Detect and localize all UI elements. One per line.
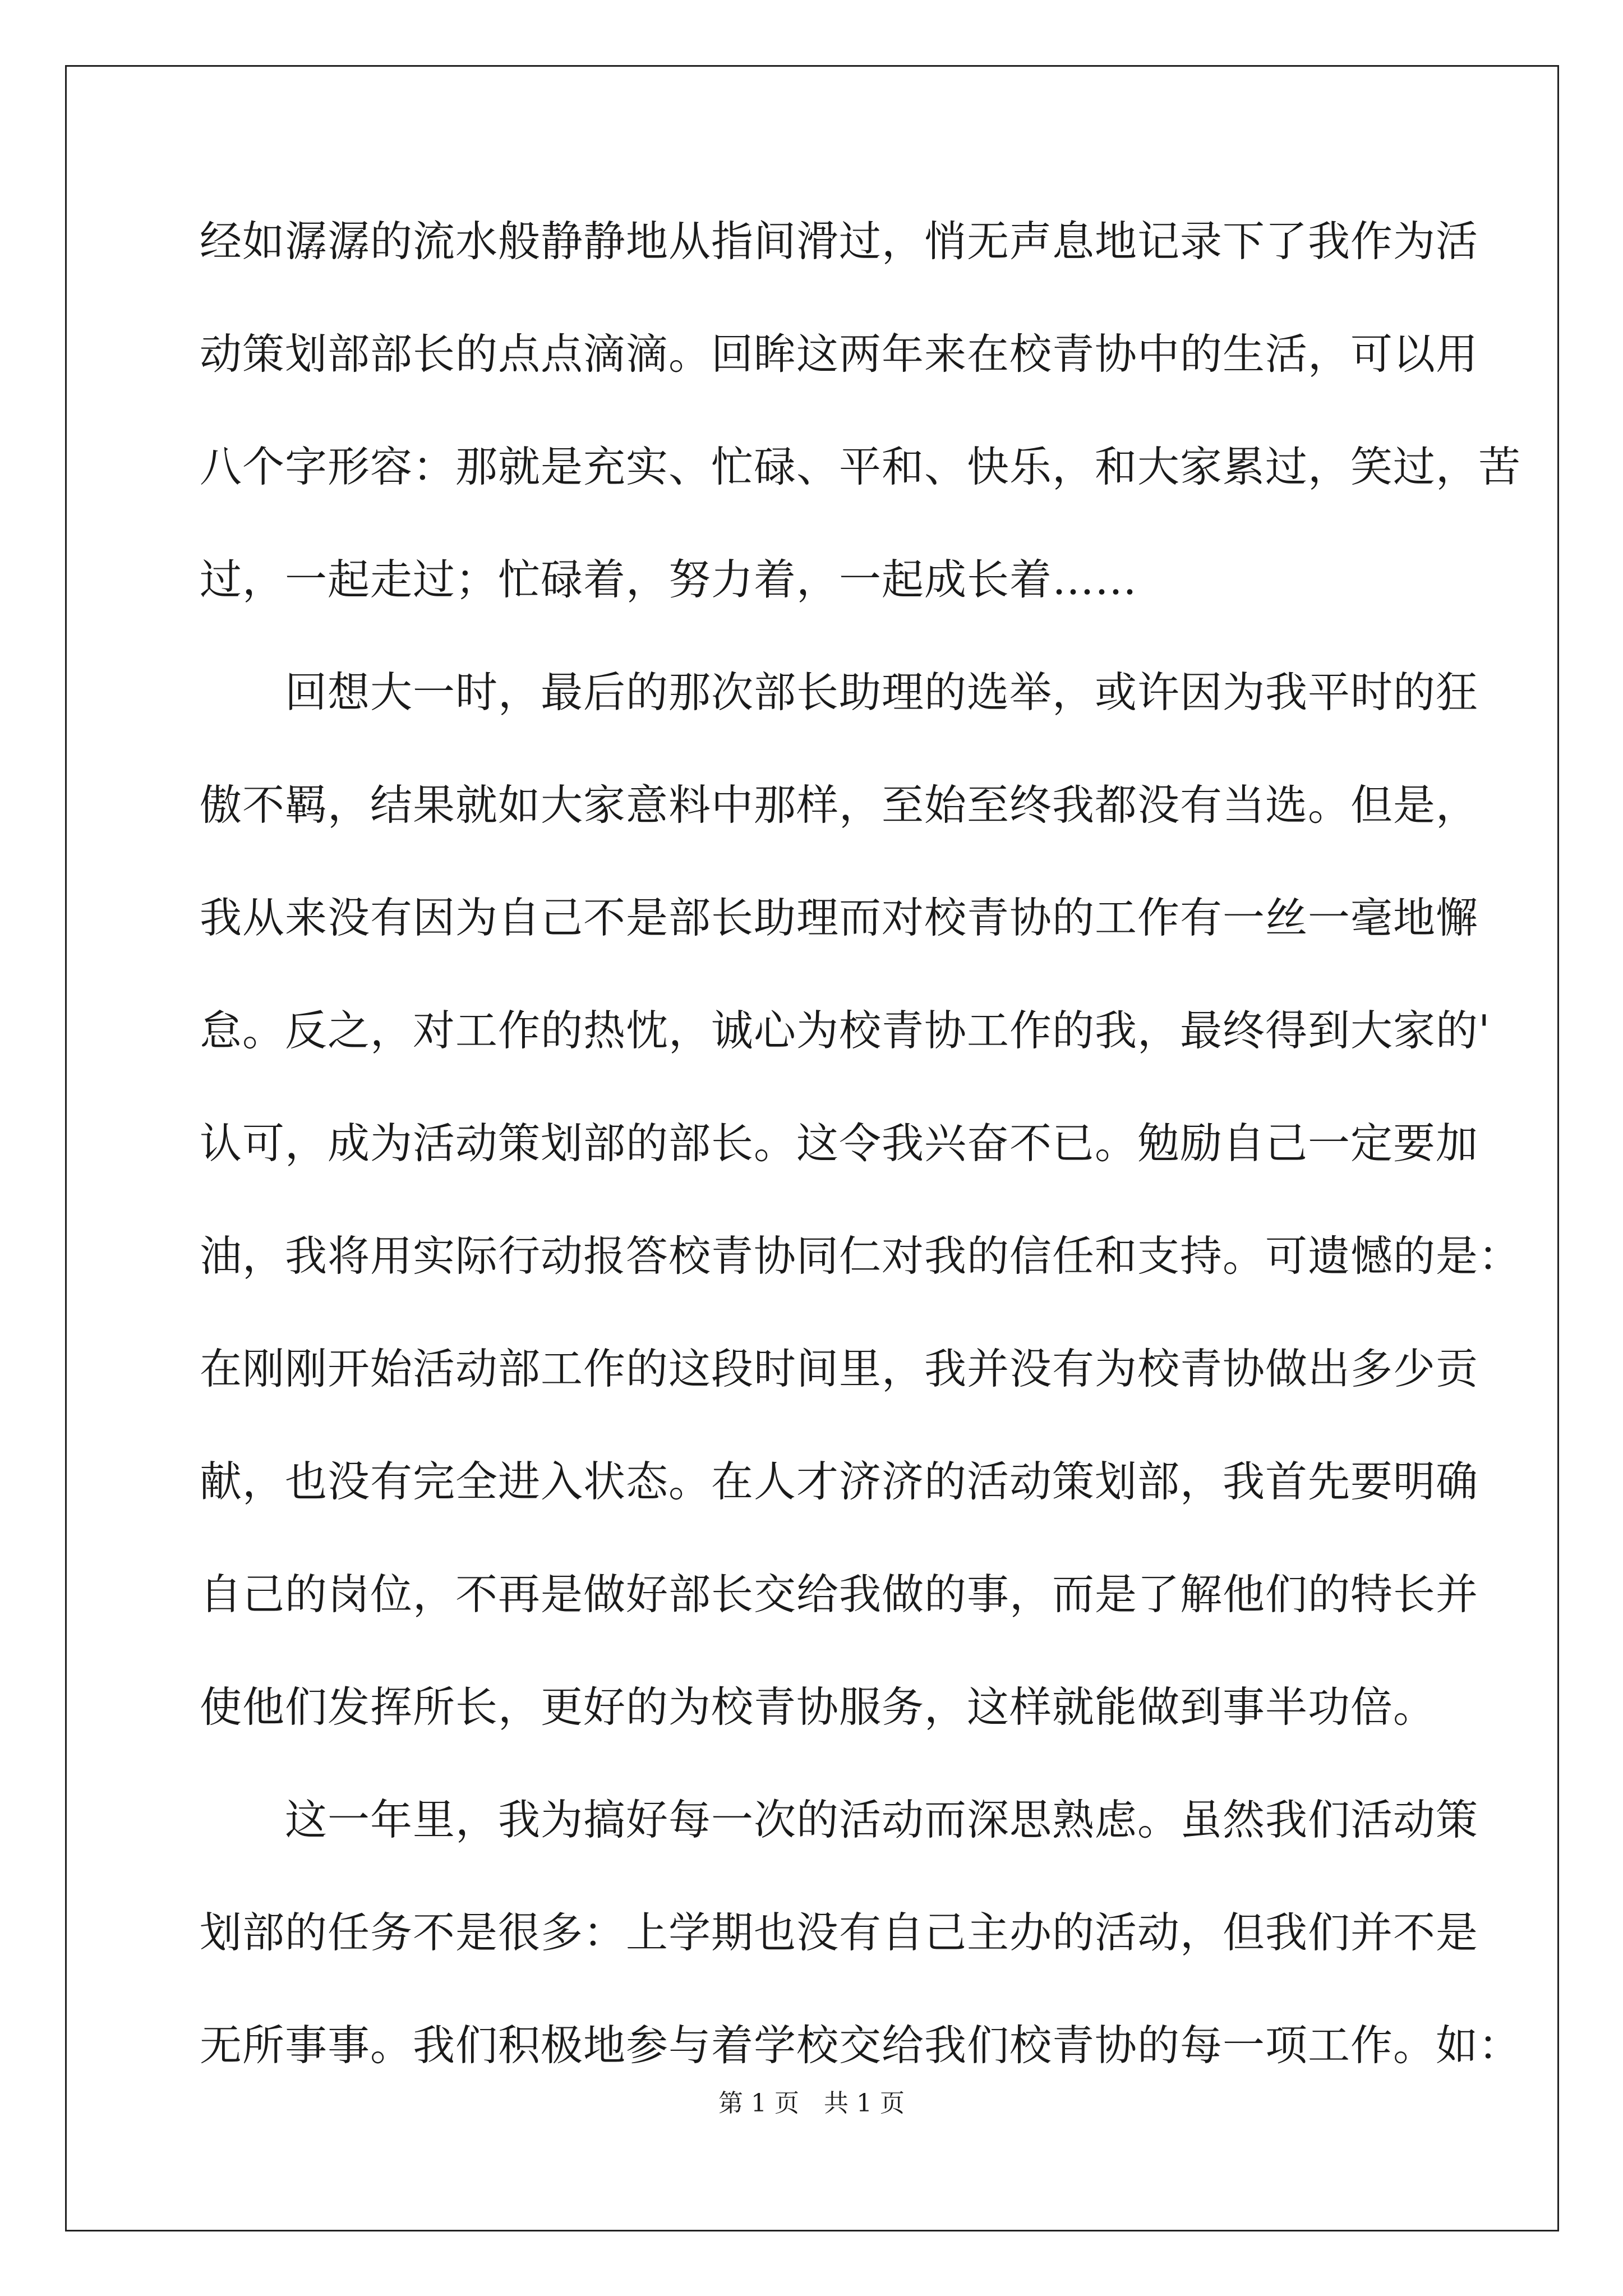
text-line: 无所事事。我们积极地参与着学校交给我们校青协的每一项工作。如： [200,2021,1521,2070]
text-line: 划部的任务不是很多：上学期也没有自己主办的活动，但我们并不是 [200,1908,1479,1957]
text-line: 经如潺潺的流水般静静地从指间滑过，悄无声息地记录下了我作为活 [200,217,1479,266]
text-line: 回想大一时，最后的那次部长助理的选举，或许因为我平时的狂 [200,668,1479,717]
text-line: 油，我将用实际行动报答校青协同仁对我的信任和支持。可遗憾的是： [200,1231,1521,1281]
text-line: 过，一起走过；忙碌着，努力着，一起成长着…… [200,555,1138,604]
text-line: 使他们发挥所长，更好的为校青协服务，这样就能做到事半功倍。 [200,1682,1436,1732]
text-line: 认可，成为活动策划部的部长。这令我兴奋不已。勉励自己一定要加 [200,1119,1479,1168]
text-line: 在刚刚开始活动部工作的这段时间里，我并没有为校青协做出多少贡 [200,1344,1479,1393]
text-line: 这一年里，我为搞好每一次的活动而深思熟虑。虽然我们活动策 [200,1795,1479,1844]
text-line: 八个字形容：那就是充实、忙碌、平和、快乐，和大家累过，笑过，苦 [200,442,1521,491]
text-line: 怠。反之，对工作的热忱，诚心为校青协工作的我，最终得到大家的' [200,1006,1491,1055]
text-line: 我从来没有因为自己不是部长助理而对校青协的工作有一丝一毫地懈 [200,893,1479,942]
text-line: 自己的岗位，不再是做好部长交给我做的事，而是了解他们的特长并 [200,1570,1479,1619]
text-line: 傲不羁，结果就如大家意料中那样，至始至终我都没有当选。但是， [200,780,1479,830]
text-line: 动策划部部长的点点滴滴。回眸这两年来在校青协中的生活，可以用 [200,329,1479,379]
page-number-footer: 第 1 页 共 1 页 [718,2089,905,2118]
text-line: 献，也没有完全进入状态。在人才济济的活动策划部，我首先要明确 [200,1457,1479,1506]
